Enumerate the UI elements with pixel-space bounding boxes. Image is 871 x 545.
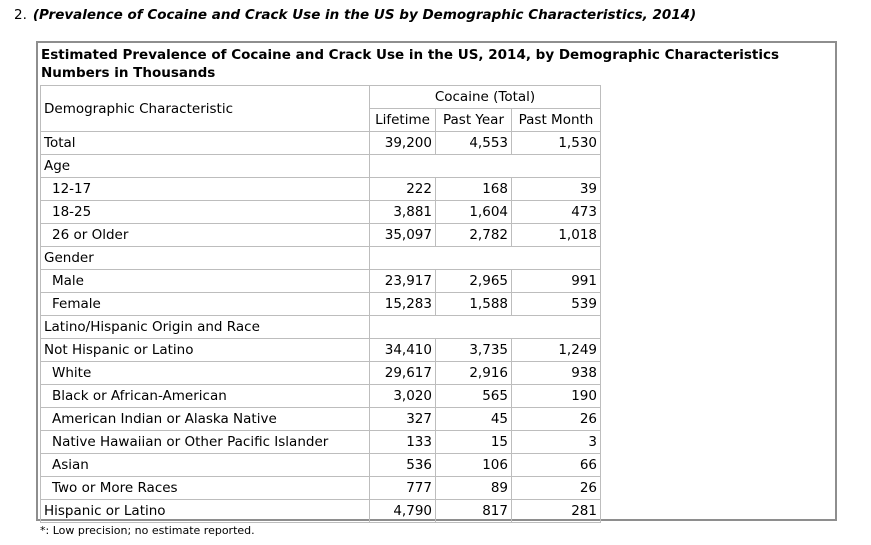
table-row	[41, 362, 601, 385]
past-month-value: 1,249	[512, 339, 601, 362]
past-month-value: 281	[512, 500, 601, 523]
past-month-value: 1,530	[512, 132, 601, 155]
row-label: Female	[41, 293, 370, 316]
question-number: 2.	[14, 7, 27, 23]
past-month-value: 473	[512, 201, 601, 224]
row-label: 18-25	[41, 201, 370, 224]
row-label: Black or African-American	[41, 385, 370, 408]
row-label: Male	[41, 270, 370, 293]
empty-value-cell	[370, 155, 601, 178]
past-year-value: 3,735	[436, 339, 512, 362]
row-label: Total	[41, 132, 370, 155]
prevalence-table	[40, 85, 601, 523]
table-row	[41, 224, 601, 247]
past-year-value: 817	[436, 500, 512, 523]
lifetime-value: 34,410	[370, 339, 436, 362]
table-row	[41, 339, 601, 362]
table-row	[41, 385, 601, 408]
past-year-value: 45	[436, 408, 512, 431]
demographic-header: Demographic Characteristic	[41, 86, 370, 132]
past-year-value: 89	[436, 477, 512, 500]
past-year-value: 565	[436, 385, 512, 408]
lifetime-value: 15,283	[370, 293, 436, 316]
past-year-value: 2,965	[436, 270, 512, 293]
lifetime-value: 777	[370, 477, 436, 500]
past-year-value: 2,916	[436, 362, 512, 385]
past-month-value: 991	[512, 270, 601, 293]
lifetime-value: 23,917	[370, 270, 436, 293]
table-row	[41, 408, 601, 431]
past-year-value: 1,588	[436, 293, 512, 316]
row-label: Latino/Hispanic Origin and Race	[41, 316, 370, 339]
caption-line-2: Numbers in Thousands	[41, 65, 216, 81]
empty-value-cell	[370, 316, 601, 339]
lifetime-value: 133	[370, 431, 436, 454]
lifetime-value: 222	[370, 178, 436, 201]
row-label: Gender	[41, 247, 370, 270]
footnote: *: Low precision; no estimate reported.	[40, 524, 255, 537]
header-row-group	[41, 86, 601, 109]
column-header-past-year: Past Year	[436, 109, 512, 132]
past-year-value: 15	[436, 431, 512, 454]
past-year-value: 1,604	[436, 201, 512, 224]
table-row	[41, 500, 601, 523]
table-row	[41, 270, 601, 293]
caption-line-1: Estimated Prevalence of Cocaine and Crack Use in the US, 2014, by Demographic Characteristics	[41, 47, 780, 63]
past-year-value: 4,553	[436, 132, 512, 155]
past-month-value: 539	[512, 293, 601, 316]
table-row	[41, 132, 601, 155]
table-row	[41, 201, 601, 224]
row-label: Age	[41, 155, 370, 178]
table-row	[41, 431, 601, 454]
lifetime-value: 3,881	[370, 201, 436, 224]
past-month-value: 39	[512, 178, 601, 201]
question-heading	[14, 7, 696, 23]
row-label: 12-17	[41, 178, 370, 201]
table-row	[41, 178, 601, 201]
row-label: American Indian or Alaska Native	[41, 408, 370, 431]
lifetime-value: 29,617	[370, 362, 436, 385]
past-year-value: 168	[436, 178, 512, 201]
table-row	[41, 247, 601, 270]
lifetime-value: 327	[370, 408, 436, 431]
past-month-value: 3	[512, 431, 601, 454]
lifetime-value: 536	[370, 454, 436, 477]
table-row	[41, 454, 601, 477]
row-label: Native Hawaiian or Other Pacific Islander	[41, 431, 370, 454]
past-month-value: 938	[512, 362, 601, 385]
lifetime-value: 35,097	[370, 224, 436, 247]
row-label: White	[41, 362, 370, 385]
table-row	[41, 155, 601, 178]
past-month-value: 26	[512, 408, 601, 431]
column-header-past-month: Past Month	[512, 109, 601, 132]
past-year-value: 2,782	[436, 224, 512, 247]
table-row	[41, 316, 601, 339]
past-month-value: 190	[512, 385, 601, 408]
row-label: 26 or Older	[41, 224, 370, 247]
row-label: Not Hispanic or Latino	[41, 339, 370, 362]
row-label: Two or More Races	[41, 477, 370, 500]
past-month-value: 66	[512, 454, 601, 477]
past-month-value: 26	[512, 477, 601, 500]
past-year-value: 106	[436, 454, 512, 477]
past-month-value: 1,018	[512, 224, 601, 247]
lifetime-value: 3,020	[370, 385, 436, 408]
cocaine-total-header: Cocaine (Total)	[370, 86, 601, 109]
table-caption	[41, 46, 779, 82]
lifetime-value: 4,790	[370, 500, 436, 523]
table-body	[41, 132, 601, 523]
column-header-lifetime: Lifetime	[370, 109, 436, 132]
table-row	[41, 293, 601, 316]
row-label: Asian	[41, 454, 370, 477]
table-row	[41, 477, 601, 500]
row-label: Hispanic or Latino	[41, 500, 370, 523]
empty-value-cell	[370, 247, 601, 270]
table-head	[41, 86, 601, 132]
lifetime-value: 39,200	[370, 132, 436, 155]
question-title: (Prevalence of Cocaine and Crack Use in the US by Demographic Characteristics, 2014)	[32, 7, 697, 23]
